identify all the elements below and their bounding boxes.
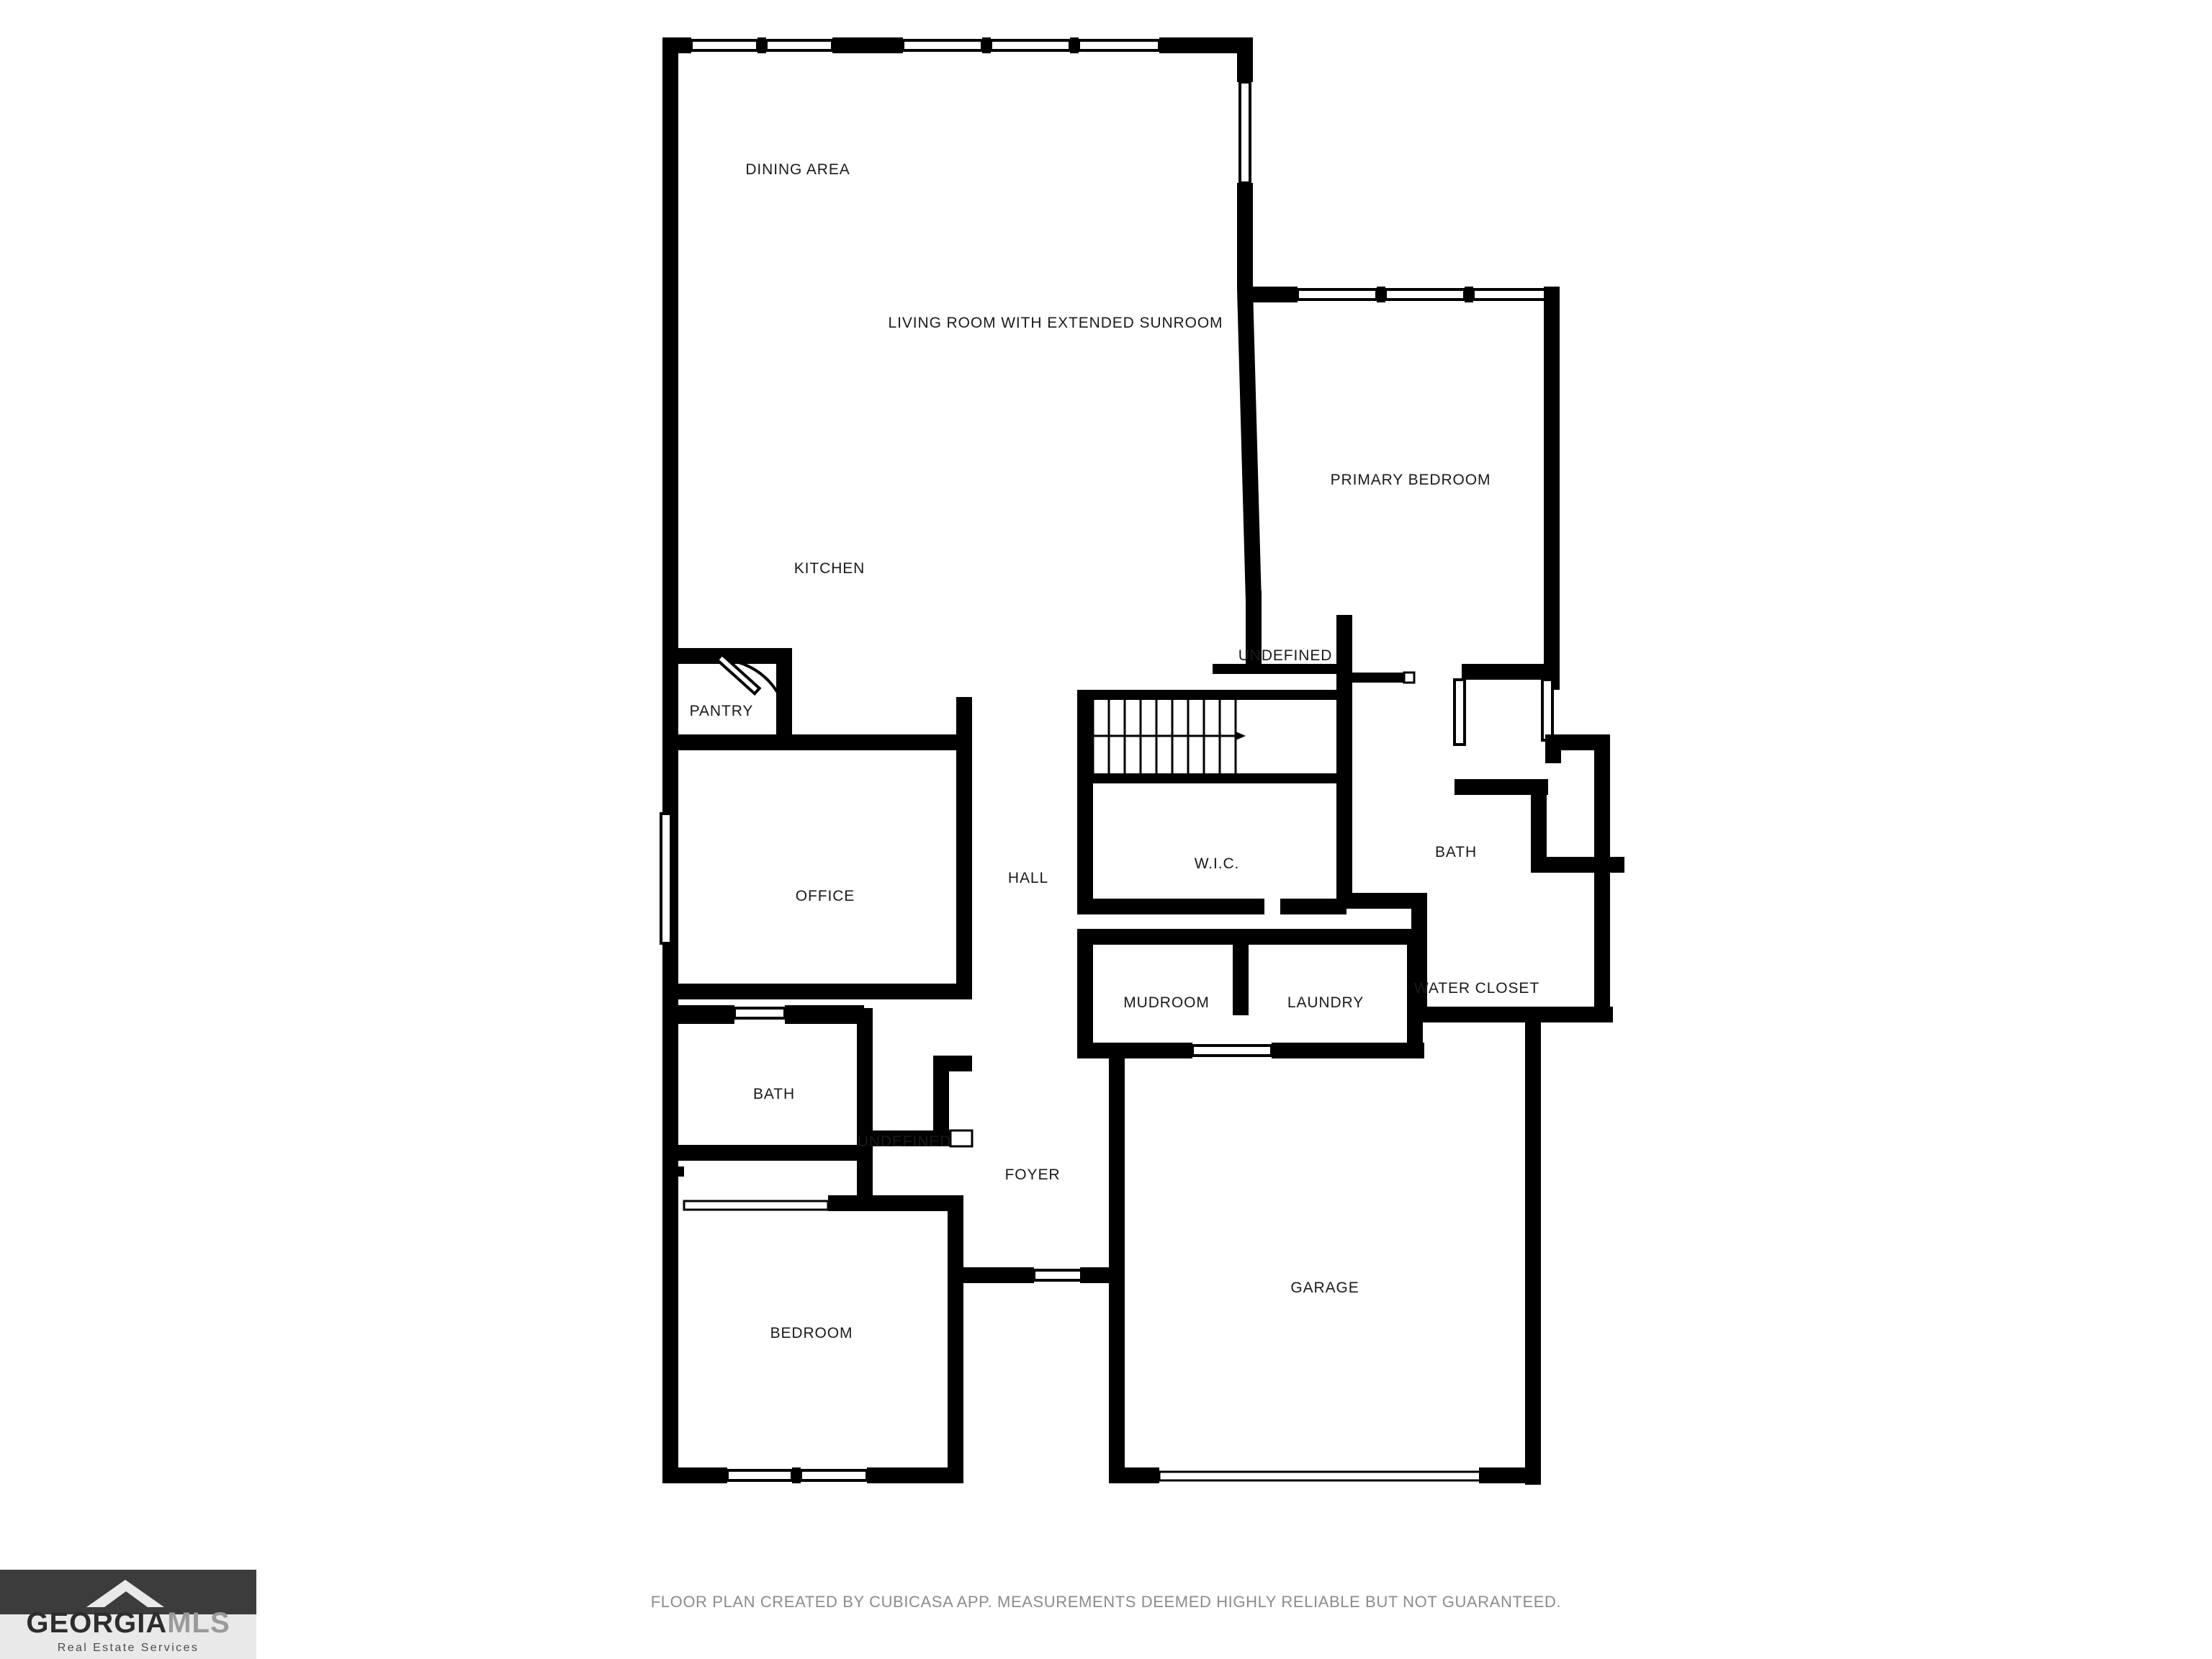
- room-label-kitchen: KITCHEN: [793, 560, 866, 577]
- walls: [661, 37, 1624, 1485]
- room-label-undefined-upper: UNDEFINED: [1238, 647, 1333, 664]
- footer-disclaimer: FLOOR PLAN CREATED BY CUBICASA APP. MEASUREMENTS DEEMED HIGHLY RELIABLE BUT NOT GUARANTEED.: [650, 1593, 1562, 1611]
- logo-wordmark-part1: GEORGIA: [26, 1607, 168, 1639]
- room-label-laundry: LAUNDRY: [1287, 994, 1364, 1011]
- room-label-primary-bedroom: PRIMARY BEDROOM: [1330, 472, 1491, 488]
- room-label-garage: GARAGE: [1290, 1280, 1359, 1296]
- room-label-pantry: PANTRY: [689, 703, 754, 719]
- logo-wordmark: [0, 1607, 256, 1640]
- room-label-wic: W.I.C.: [1194, 855, 1240, 872]
- room-label-bath-primary: BATH: [1434, 844, 1478, 860]
- room-label-mudroom: MUDROOM: [1123, 994, 1210, 1011]
- room-label-water-closet: WATER CLOSET: [1413, 980, 1540, 997]
- room-label-living-room: LIVING ROOM WITH EXTENDED SUNROOM: [888, 315, 1223, 331]
- logo-tagline: Real Estate Services: [57, 1642, 199, 1654]
- room-label-hall: HALL: [1007, 870, 1049, 886]
- room-label-dining-area: DINING AREA: [745, 161, 850, 178]
- room-label-bedroom: BEDROOM: [770, 1325, 853, 1341]
- room-label-bath-hall: BATH: [752, 1086, 796, 1102]
- georgia-mls-logo: [0, 1570, 256, 1659]
- room-label-undefined-lower: UNDEFINED: [857, 1133, 952, 1150]
- room-label-office: OFFICE: [795, 888, 855, 904]
- roof-inner-icon: [104, 1591, 148, 1607]
- logo-wordmark-part2: MLS: [167, 1607, 230, 1639]
- room-label-foyer: FOYER: [1004, 1166, 1061, 1183]
